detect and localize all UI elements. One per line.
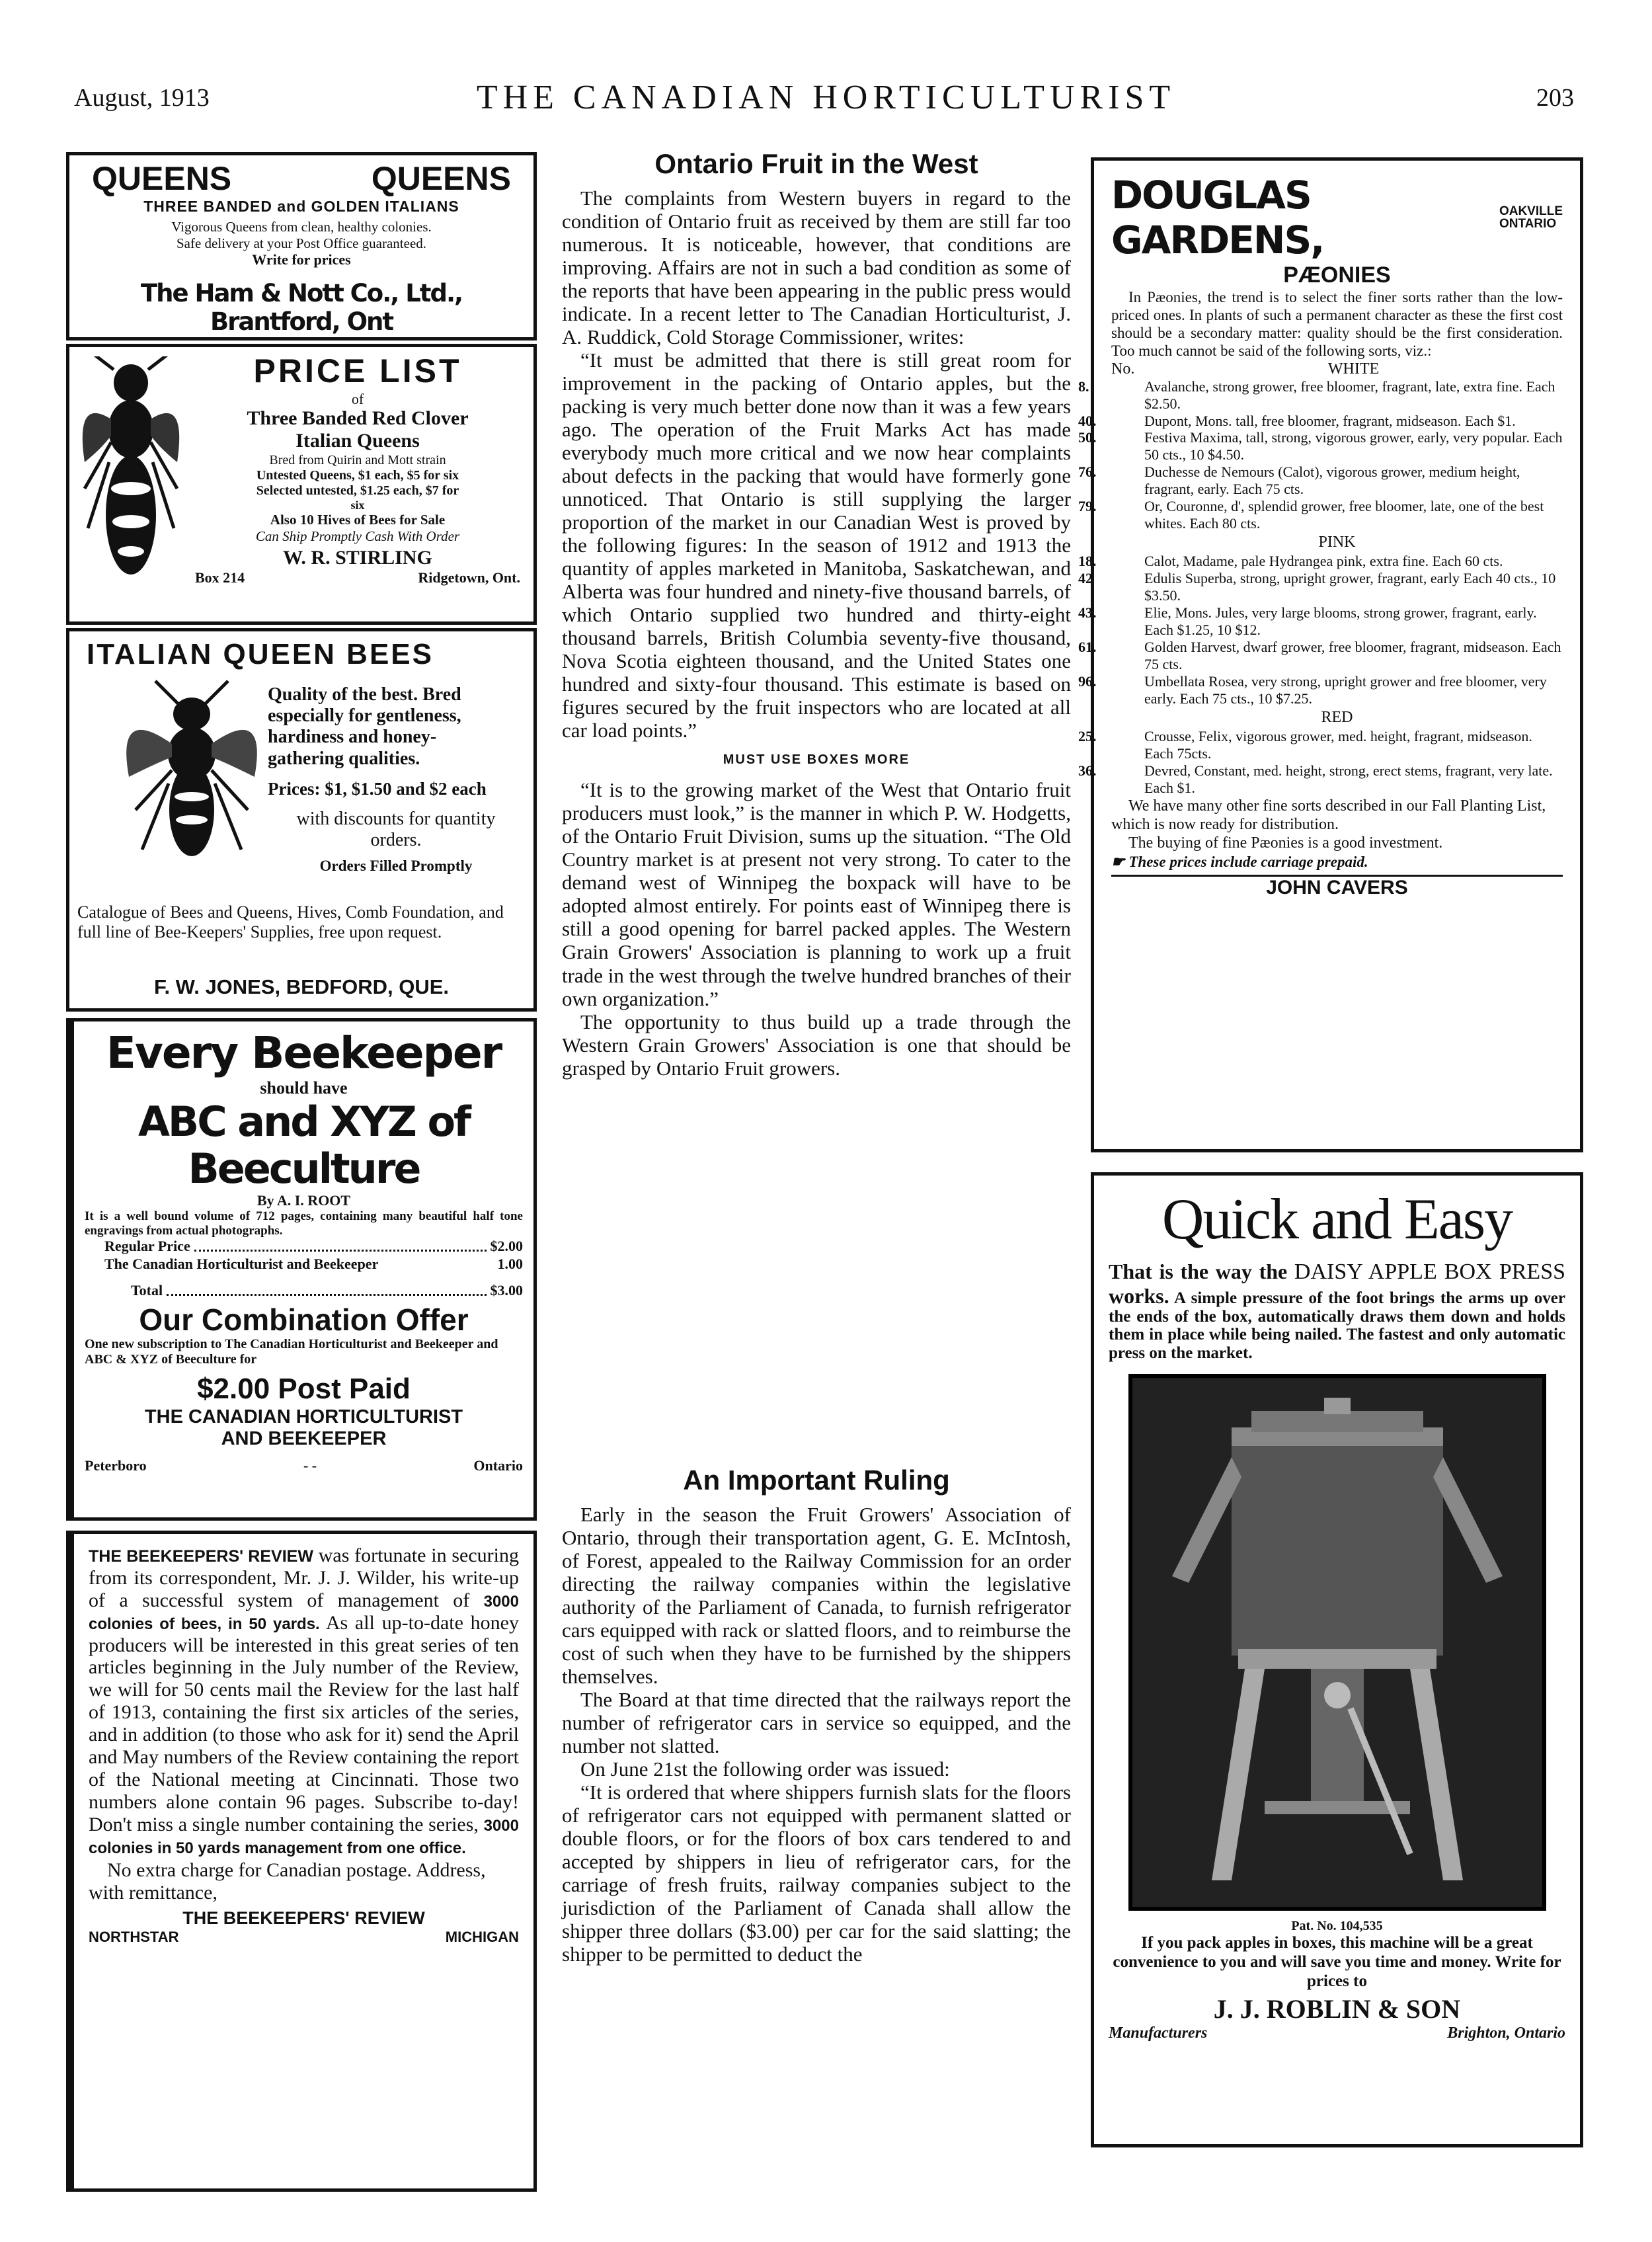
pointing-hand-icon: ☛ bbox=[1111, 853, 1125, 870]
price-list-name: W. R. STIRLING bbox=[283, 546, 432, 569]
peony-number: 25. bbox=[1078, 727, 1097, 744]
peony-number: 40. bbox=[1078, 412, 1097, 429]
douglas-header bbox=[1111, 173, 1563, 262]
issue-date: August, 1913 bbox=[74, 84, 210, 112]
quick-body: If you pack apples in boxes, this machine will be a great convenience to you and will save you time and money. Write for prices to bbox=[1113, 1934, 1561, 1990]
douglas-sig: JOHN CAVERS bbox=[1266, 876, 1408, 899]
ad-queens bbox=[66, 152, 537, 340]
peony-description: Avalanche, strong grower, free bloomer, fragrant, late, extra fine. Each $2.50. bbox=[1144, 378, 1555, 412]
article-important-ruling bbox=[562, 1464, 1071, 1966]
quick-footer bbox=[1109, 2024, 1565, 2042]
beekeeper-book: ABC and XYZ of Beeculture bbox=[138, 1097, 470, 1193]
peony-item bbox=[1078, 570, 1563, 604]
beekeeper-city-dash: - - bbox=[303, 1457, 317, 1474]
ad-queens-company: The Ham & Nott Co., Ltd., Brantford, Ont bbox=[140, 279, 463, 336]
peony-description: Elie, Mons. Jules, very large blooms, strong grower, fragrant, early. Each $1.25, 10 $12. bbox=[1144, 604, 1537, 638]
douglas-white-header bbox=[1111, 360, 1563, 378]
article2-p4: “It is ordered that where shippers furnish slats for the floors of refrigerator cars not equipped with permanent slatted or double floors, or for the floors of box cars tendered to and accepted by shippers in lieu of refrigerator cars, for the carriage of fresh fruits, railway companies subject to the jurisdiction of the Parliament of Canada shall allow the shipper three dollars ($3.00) per car for the said slatting; the shipper to be permitted to deduct the bbox=[562, 1781, 1071, 1966]
article2-p2: The Board at that time directed that the railways report the number of refrigerator cars in service so equipped, and the number not slatted. bbox=[562, 1688, 1071, 1758]
beekeeper-should: should have bbox=[260, 1078, 348, 1098]
douglas-outro-2: The buying of fine Pæonies is a good investment. bbox=[1128, 834, 1443, 852]
beekeeper-city bbox=[85, 1457, 523, 1474]
beekeeper-price: $2.00 Post Paid bbox=[197, 1373, 411, 1406]
page-number: 203 bbox=[1536, 84, 1574, 112]
bee-icon bbox=[116, 678, 268, 863]
peony-item bbox=[1078, 498, 1563, 532]
peony-number: 42 bbox=[1078, 570, 1093, 587]
article1-title: Ontario Fruit in the West bbox=[654, 148, 978, 179]
price-list-line5: Selected untested, $1.25 each, $7 for bbox=[256, 483, 459, 498]
douglas-title: DOUGLAS GARDENS, bbox=[1111, 173, 1324, 262]
article-ontario-fruit bbox=[562, 148, 1071, 1080]
douglas-location-1: OAKVILLE bbox=[1499, 204, 1563, 218]
peony-item bbox=[1078, 553, 1563, 570]
ad-queens-title-right: QUEENS bbox=[371, 160, 511, 197]
peony-number: 43. bbox=[1078, 604, 1097, 621]
beekeeper-pub-1: THE CANADIAN HORTICULTURIST bbox=[144, 1406, 463, 1428]
douglas-location-2: ONTARIO bbox=[1499, 217, 1557, 231]
douglas-outro: We have many other fine sorts described in our Fall Planting List, which is now ready for distribution. bbox=[1111, 797, 1546, 833]
price-list-town: Ridgetown, Ont. bbox=[418, 569, 520, 586]
beekeeper-title: Every Beekeeper bbox=[106, 1027, 502, 1078]
douglas-location bbox=[1499, 205, 1563, 230]
beekeeper-row-subscription bbox=[104, 1256, 523, 1273]
ad-queens-line2: Safe delivery at your Post Office guaranteed. bbox=[176, 235, 427, 251]
peony-item bbox=[1078, 463, 1563, 498]
beekeeper-city-left: Peterboro bbox=[85, 1457, 147, 1474]
douglas-heading: PÆONIES bbox=[1283, 262, 1391, 288]
quick-desc-lead: That is the way the bbox=[1109, 1260, 1294, 1284]
peony-item bbox=[1078, 638, 1563, 673]
italian-filled: Orders Filled Promptly bbox=[319, 858, 473, 875]
italian-discount-1: with discounts for quantity bbox=[296, 808, 496, 829]
peony-description: Dupont, Mons. tall, free bloomer, fragrant, midseason. Each $1. bbox=[1144, 412, 1516, 429]
ad-price-list bbox=[66, 344, 537, 625]
beekeeper-offer-desc: One new subscription to The Canadian Horticulturist and Beekeeper and ABC & XYZ of Beeculture for bbox=[85, 1337, 498, 1367]
peony-number: 79. bbox=[1078, 498, 1097, 515]
peony-item bbox=[1078, 762, 1563, 797]
beekeeper-row-label: The Canadian Horticulturist and Beekeeper bbox=[104, 1255, 379, 1272]
douglas-pink-list bbox=[1078, 553, 1563, 707]
ad-douglas-gardens bbox=[1078, 157, 1583, 1152]
quick-footer-right: Brighton, Ontario bbox=[1447, 2024, 1565, 2042]
price-list-line7: Also 10 Hives of Bees for Sale bbox=[270, 512, 446, 528]
article1-p4: The opportunity to thus build up a trade through the Western Grain Growers' Association is one that should be grasped by Ontario Fruit growers. bbox=[562, 1010, 1071, 1080]
peony-number: 76. bbox=[1078, 463, 1097, 481]
douglas-note-text: These prices include carriage prepaid. bbox=[1128, 853, 1368, 870]
peony-description: Duchesse de Nemours (Calot), vigorous grower, medium height, fragrant, early. Each 75 cts. bbox=[1144, 463, 1520, 498]
quick-title: Quick and Easy bbox=[1161, 1187, 1513, 1252]
beekeeper-author: By A. I. ROOT bbox=[256, 1192, 351, 1209]
review-sig-left: NORTHSTAR bbox=[89, 1929, 179, 1946]
price-list-title: PRICE LIST bbox=[253, 352, 462, 389]
review-text-2: As all up-to-date honey producers will be interested in this great series of ten articles beginning in the July number of the Review, we will for 50 cents mail the Review for the last half of 1913, containing the first six articles of the series, and in addition (to those who ask for it) send the April and May numbers of the Review containing the report of the National meeting at Cincinnati. Those two numbers alone contain 96 pages. Subscribe to-day! Don't miss a single number containing the series, bbox=[89, 1611, 519, 1835]
douglas-note bbox=[1111, 853, 1563, 871]
italian-name: F. W. JONES, BEDFORD, QUE. bbox=[153, 975, 450, 998]
peony-number: 50. bbox=[1078, 429, 1097, 446]
peony-description: Festiva Maxima, tall, strong, vigorous grower, early, very popular. Each 50 cts., 10 $4.50. bbox=[1144, 429, 1563, 463]
article1-p1: The complaints from Western buyers in regard to the condition of Ontario fruit as received by them are still far too numerous. It is noticeable, however, that conditions are improving. Affairs are not in such a bad condition as some of the reports that have been appearing in the public press would indicate. In a recent letter to The Canadian Horticulturist, J. A. Ruddick, Cold Storage Commissioner, writes: bbox=[562, 186, 1071, 349]
price-list-line3: Bred from Quirin and Mott strain bbox=[269, 452, 446, 467]
douglas-red-list bbox=[1078, 727, 1563, 797]
price-list-line8: Can Ship Promptly Cash With Order bbox=[255, 528, 460, 544]
apple-press-photo bbox=[1128, 1374, 1546, 1911]
douglas-no: No. bbox=[1111, 360, 1135, 378]
italian-line-1: Quality of the best. Bred bbox=[268, 684, 461, 705]
peony-item bbox=[1078, 378, 1563, 413]
beekeeper-row-value: $2.00 bbox=[490, 1238, 523, 1255]
ad-italian-queen-bees bbox=[66, 628, 537, 1012]
peony-item bbox=[1078, 604, 1563, 639]
beekeeper-row-label: Regular Price bbox=[104, 1238, 190, 1255]
article2-p1: Early in the season the Fruit Growers' Association of Ontario, through their transportation agent, G. E. McIntosh, of Forest, appealed to the Railway Commission for an order directing the railway companies within the legislative authority of the Parliament of Canada, to furnish refrigerator cars equipped with rack or slatted floors, and to reimburse the cost of such when they have to be furnished by the shippers themselves. bbox=[562, 1503, 1071, 1689]
beekeeper-row-total bbox=[131, 1282, 523, 1299]
ad-beekeepers-review bbox=[66, 1531, 537, 2192]
price-list-of: of bbox=[351, 390, 364, 407]
douglas-pink: PINK bbox=[1318, 534, 1356, 551]
peony-number: 96. bbox=[1078, 672, 1097, 690]
price-list-address bbox=[188, 569, 527, 586]
peony-item bbox=[1078, 429, 1563, 463]
peony-item bbox=[1078, 412, 1563, 430]
journal-title: THE CANADIAN HORTICULTURIST bbox=[476, 79, 1176, 116]
review-lead: THE BEEKEEPERS' REVIEW bbox=[89, 1547, 313, 1566]
peony-description: Or, Couronne, d', splendid grower, free bloomer, late, one of the best whites. Each 80 cts. bbox=[1144, 498, 1544, 532]
review-sig: THE BEEKEEPERS' REVIEW bbox=[182, 1908, 425, 1929]
douglas-red: RED bbox=[1321, 708, 1353, 726]
apple-press-illustration bbox=[1132, 1378, 1542, 1907]
peony-description: Calot, Madame, pale Hydrangea pink, extra fine. Each 60 cts. bbox=[1144, 553, 1503, 570]
italian-line-3: hardiness and honey- bbox=[268, 727, 437, 748]
ad-quick-and-easy bbox=[1091, 1172, 1583, 2147]
price-list-line1: Three Banded Red Clover bbox=[247, 407, 469, 429]
peony-description: Golden Harvest, dwarf grower, free bloomer, fragrant, midseason. Each 75 cts. bbox=[1144, 638, 1561, 672]
price-list-line2: Italian Queens bbox=[295, 430, 420, 452]
italian-line-4: gathering qualities. bbox=[268, 748, 420, 769]
italian-prices: Prices: $1, $1.50 and $2 each bbox=[268, 778, 487, 799]
peony-number: 61. bbox=[1078, 638, 1097, 655]
douglas-white: WHITE bbox=[1327, 360, 1380, 378]
italian-line-2: especially for gentleness, bbox=[268, 705, 461, 727]
beekeeper-row-label: Total bbox=[131, 1282, 163, 1299]
price-list-box: Box 214 bbox=[195, 569, 245, 586]
ad-queens-line1: Vigorous Queens from clean, healthy colonies. bbox=[171, 219, 432, 235]
review-bold-1: 3000 colonies of bees, in 50 yards. bbox=[89, 1592, 519, 1633]
quick-patent: Pat. No. 104,535 bbox=[1291, 1919, 1383, 1934]
beekeeper-row-value: $3.00 bbox=[490, 1282, 523, 1299]
italian-catalogue: Catalogue of Bees and Queens, Hives, Comb Foundation, and full line of Bee-Keepers' Supplies, free upon request. bbox=[77, 902, 504, 941]
review-body bbox=[89, 1544, 519, 1858]
article1-subhead: MUST USE BOXES MORE bbox=[723, 752, 910, 768]
review-bold-2: 3000 colonies in 50 yards management from one office. bbox=[89, 1816, 519, 1857]
review-text-1: was fortunate in securing from its correspondent, Mr. J. J. Wilder, his write-up of a successful system of management of bbox=[89, 1544, 520, 1611]
peony-description: Edulis Superba, strong, upright grower, fragrant, early Each 40 cts., 10 $3.50. bbox=[1144, 570, 1556, 604]
peony-item bbox=[1078, 672, 1563, 707]
quick-company: J. J. ROBLIN & SON bbox=[1213, 1993, 1461, 2024]
douglas-white-list bbox=[1078, 378, 1563, 533]
ad-queens-line3: Write for prices bbox=[252, 251, 351, 268]
peony-item bbox=[1078, 727, 1563, 762]
review-text-3: No extra charge for Canadian postage. Address, with remittance, bbox=[89, 1859, 486, 1904]
douglas-intro: In Pæonies, the trend is to select the finer sorts rather than the low-priced ones. In plants of such a permanent character as these the first cost should be a secondary matter: quality should be the first consideration. Too much cannot be said of the following sorts, viz.: bbox=[1111, 289, 1563, 360]
ad-queens-subtitle: THREE BANDED and GOLDEN ITALIANS bbox=[143, 198, 459, 215]
peony-number: 36. bbox=[1078, 762, 1097, 779]
review-sig-location bbox=[89, 1929, 519, 1946]
quick-desc-works: works. bbox=[1109, 1283, 1169, 1308]
peony-description: Devred, Constant, med. height, strong, erect stems, fragrant, very late. Each $1. bbox=[1144, 762, 1553, 796]
quick-desc-product: DAISY APPLE BOX PRESS bbox=[1294, 1260, 1566, 1285]
article2-p3: On June 21st the following order was issued: bbox=[580, 1757, 950, 1781]
price-list-line6: six bbox=[350, 498, 365, 512]
ad-queens-title bbox=[80, 159, 523, 198]
quick-footer-left: Manufacturers bbox=[1109, 2024, 1208, 2042]
peony-number: 18. bbox=[1078, 553, 1097, 570]
article1-p2: “It must be admitted that there is still great room for improvement in the packing of Ontario apples, but the packing is very much better done now than it was a few years ago. The operation of the Fruit Marks Act has made everybody much more critical and we now hear complaints about defects in the packing that would have formerly gone unnoticed. That Ontario is still supplying the larger proportion of the market in our Canadian West is proved by the following figures: In the season of 1912 and 1913 the quantity of apples marketed in Manitoba, Saskatchewan, and Alberta was four hundred and ninety-five thousand barrels, of which Ontario supplied two hundred and thirty-eight thousand barrels, British Columbia seventy-five thousand, Nova Scotia eighteen thousand, and the United States one hundred and sixty-four thousand. This estimate is based on figures secured by the fruit inspectors who are located at all car load points.” bbox=[562, 348, 1071, 742]
ad-queens-title-left: QUEENS bbox=[92, 160, 232, 197]
beekeeper-city-right: Ontario bbox=[473, 1457, 523, 1474]
beekeeper-row-value: 1.00 bbox=[497, 1255, 523, 1272]
quick-desc bbox=[1109, 1260, 1565, 1362]
review-sig-right: MICHIGAN bbox=[445, 1929, 519, 1946]
beekeeper-desc: It is a well bound volume of 712 pages, containing many beautiful half tone engravings from actual photographs. bbox=[85, 1209, 523, 1238]
bee-icon bbox=[81, 356, 180, 608]
italian-title: ITALIAN QUEEN BEES bbox=[87, 638, 434, 670]
article1-p3: “It is to the growing market of the West that Ontario fruit producers must look,” is the manner in which P. W. Hodgetts, of the Ontario Fruit Division, sums up the situation. “The Old Country market is at present not very strong. To cater to the demand west of Winnipeg the boxpack will have to be adopted almost entirely. For points east of Winnipeg there is still a good opening for barrel packed apples. The Western Grain Growers' Association is planning to work up a fruit trade in the west through the twelve hundred branches of their own organization.” bbox=[562, 778, 1071, 1010]
quick-desc-rest: A simple pressure of the foot brings the arms up over the ends of the box, automatically draws them down and holds them in place while being nailed. The fastest and only automatic press on the market. bbox=[1109, 1289, 1565, 1362]
beekeeper-offer: Our Combination Offer bbox=[139, 1302, 469, 1337]
price-list-line4: Untested Queens, $1 each, $5 for six bbox=[256, 467, 459, 483]
article2-title: An Important Ruling bbox=[683, 1464, 950, 1496]
peony-number: 8. bbox=[1078, 378, 1089, 395]
ad-every-beekeeper bbox=[66, 1018, 537, 1521]
beekeeper-row-regular bbox=[104, 1238, 523, 1255]
beekeeper-pub-2: AND BEEKEEPER bbox=[221, 1428, 387, 1450]
peony-description: Crousse, Felix, vigorous grower, med. height, fragrant, midseason. Each 75cts. bbox=[1144, 727, 1532, 762]
italian-discount-2: orders. bbox=[370, 829, 422, 850]
peony-description: Umbellata Rosea, very strong, upright grower and free bloomer, very early. Each 75 cts., 10 $7.25. bbox=[1144, 672, 1547, 707]
